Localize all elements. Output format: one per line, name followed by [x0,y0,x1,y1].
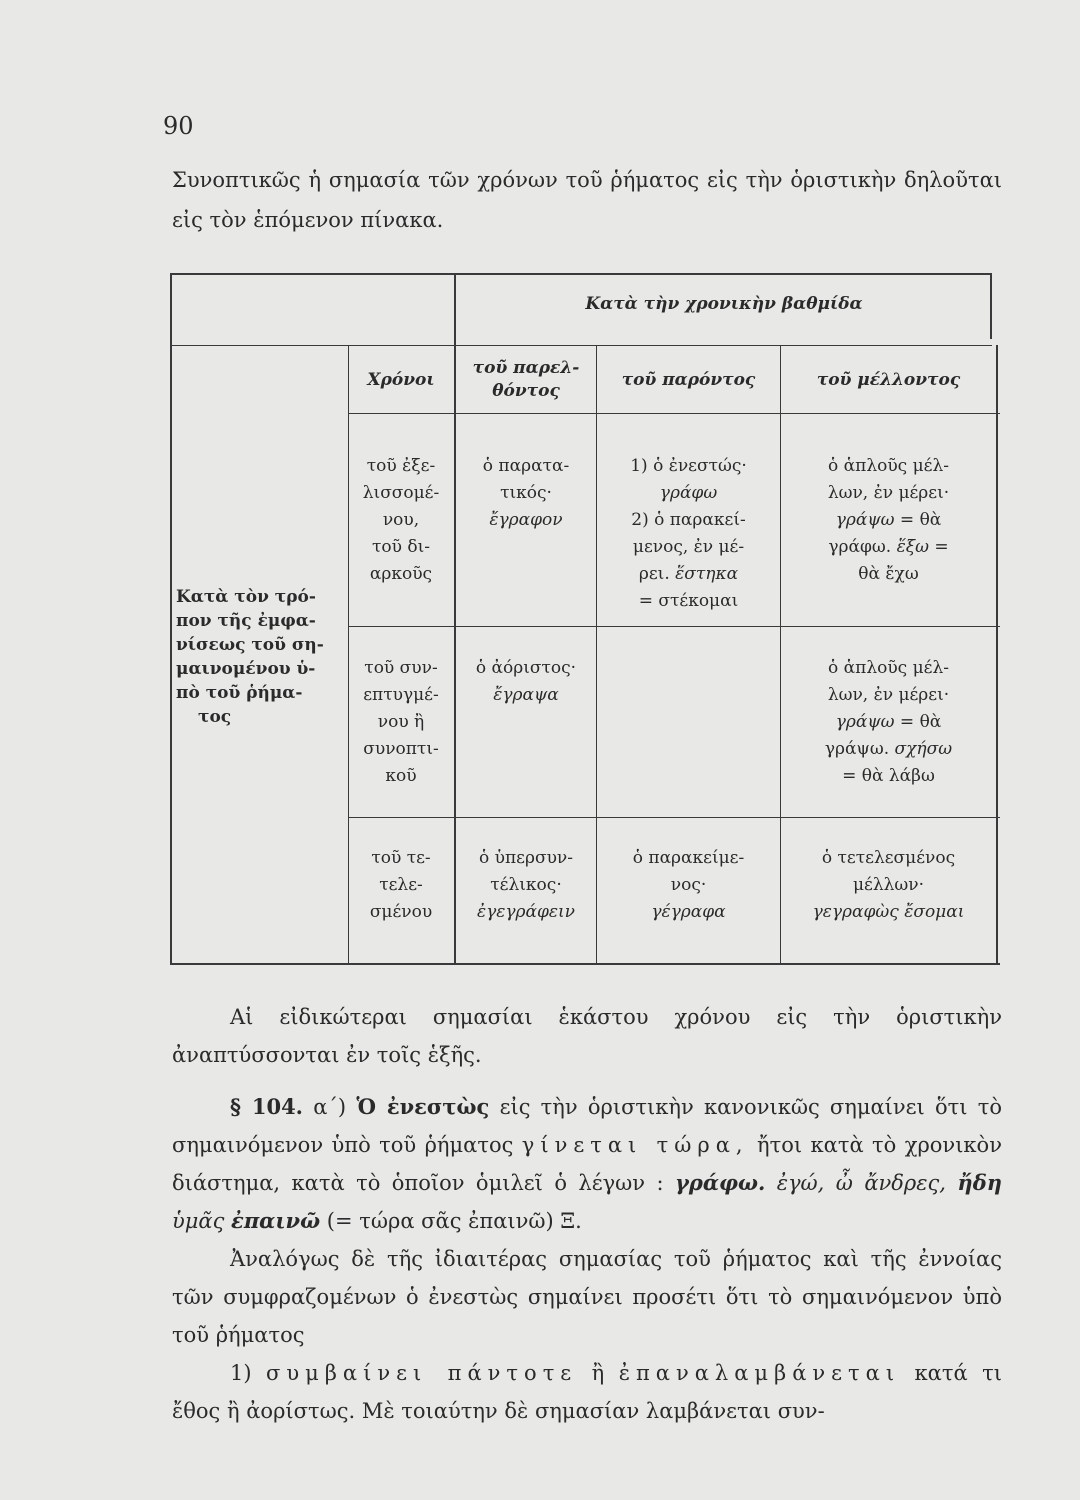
row3-present: ὁ παρακείμε- νος· γέγραφα [632,848,745,922]
paragraph-3: 1) συμβαίνει πάντοτε ἢ ἐπαναλαμβάνεται κατά τι ἔθος ἢ ἀορίστως. Μὲ τοιαύτην δὲ σημασίαν λαμβάνεται συν- [172,1361,1002,1423]
row2-future: ὁ ἁπλοῦς μέλ- λων, ἐν μέρει· γράψω = θὰ γράψω. σχήσω = θὰ λάβω [824,658,953,786]
row2-aspect: τοῦ συν- επτυγμέ- νου ἢ συνοπτι- κοῦ [363,658,439,786]
row1-present: 1) ὁ ἐνεστώς· γράφω 2) ὁ παρακεί- μενος, ἐν μέ- ρει. ἕστηκα = στέκομαι [630,456,747,611]
summary-paragraph: Αἱ εἰδικώτεραι σημασίαι ἑκάστου χρόνου εἰς τὴν ὁριστικὴν ἀναπτύσσονται ἐν τοῖς ἑξῆς. [172,1005,1002,1067]
row2-past: ὁ ἀόριστος· ἔγραψα [475,658,577,705]
section-104: § 104. α΄) Ὁ ἐνεστὼς εἰς τὴν ὁριστικὴν κανονικῶς σημαίνει ὅτι τὸ σημαινόμενον ὑπὸ τοῦ ῥήματος γίνεται τώρα, ἤτοι κατὰ τὸ χρονικὸν διάστημα, κατὰ τὸ ὁποῖον ὁμιλεῖ ὁ λέγων : γράφω. ἐγώ, ὦ ἄνδρες, ἤδη ὑμᾶς ἐπαινῶ (= τώρα σᾶς ἐπαινῶ) Ξ. Ἀναλόγως δὲ τῆς ἰδιαιτέρας σημασίας τοῦ ῥήματος καὶ τῆς ἐννοίας τῶν συμφραζομένων ὁ ἐνεστὼς σημαίνει προσέτι ὅτι τὸ σημαινόμενον ὑπὸ τοῦ ῥήματος 1) συμβαίνει πάντοτε ἢ ἐπαναλαμβάνεται κατά τι ἔθος ἢ ἀορίστως. Μὲ τοιαύτην δὲ σημασίαν λαμβάνεται συν- [172,1088,1002,1430]
row1-past: ὁ παρατα- τικός· ἔγραφον [482,456,570,530]
col-header-past: τοῦ παρελ- θόντος [472,358,580,401]
row-group-label: Κατὰ τὸν τρό- πον τῆς ἐμφα- νίσεως τοῦ ση- μαινομένου ὑ- πὸ τοῦ ῥήμα- τος [176,587,324,727]
table-top-header: Κατὰ τὴν χρονικὴν βαθμίδα [585,294,863,314]
paragraph-2: Ἀναλόγως δὲ τῆς ἰδιαιτέρας σημασίας τοῦ ῥήματος καὶ τῆς ἐννοίας τῶν συμφραζομένων ὁ ἐνεστὼς σημαίνει προσέτι ὅτι τὸ σημαινόμενον ὑπὸ τοῦ ῥήματος [172,1247,1002,1347]
section-term: Ὁ ἐνεστὼς [356,1094,490,1119]
tenses-table [170,273,1000,965]
col-header-present: τοῦ παρόντος [621,370,756,390]
page-number: 90 [163,112,194,140]
col-header-future: τοῦ μέλλοντος [816,370,961,390]
row3-past: ὁ ὑπερσυν- τέλικος· ἐγεγράφειν [476,848,576,922]
row3-aspect: τοῦ τε- τελε- σμένου [369,848,433,922]
row1-future: ὁ ἁπλοῦς μέλ- λων, ἐν μέρει· γράψω = θὰ γράφω. ἕξω = θὰ ἔχω [827,456,950,584]
row3-future: ὁ τετελεσμένος μέλλων· γεγραφὼς ἔσομαι [812,848,965,922]
col-header-xronoi: Χρόνοι [367,370,435,390]
intro-paragraph: Συνοπτικῶς ἡ σημασία τῶν χρόνων τοῦ ῥήματος εἰς τὴν ὁριστικὴν δηλοῦται εἰς τὸν ἑπόμενον πίνακα. [172,168,1002,232]
section-number: § 104. [230,1094,303,1119]
row1-aspect: τοῦ ἐξε- λισσομέ- νου, τοῦ δι- αρκοῦς [362,456,440,584]
